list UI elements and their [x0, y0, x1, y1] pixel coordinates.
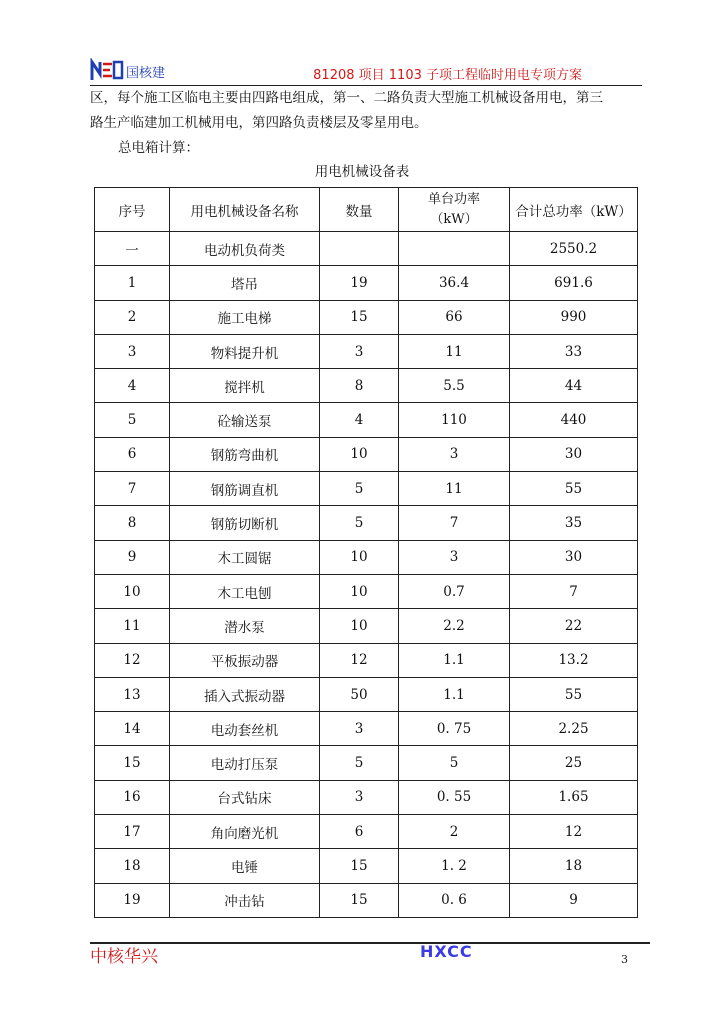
table-row [95, 815, 638, 849]
logo-mark-icon [90, 58, 124, 82]
footer-company-code: HXCC [420, 942, 473, 961]
cell-quantity: 15 [320, 883, 399, 917]
cell-total-power: 44 [510, 369, 638, 403]
cell-equipment-name: 搅拌机 [170, 369, 320, 403]
cell-index: 9 [95, 540, 170, 574]
table-row [95, 574, 638, 608]
section-label: 总电箱计算： [118, 140, 199, 156]
cell-index: 14 [95, 712, 170, 746]
cell-unit-power: 2 [399, 815, 510, 849]
cell-index: 11 [95, 609, 170, 643]
table-row [95, 334, 638, 368]
cell-equipment-name: 砼输送泵 [170, 403, 320, 437]
cell-index: 一 [95, 232, 170, 266]
cell-unit-power: 0. 6 [399, 883, 510, 917]
table-row [95, 472, 638, 506]
cell-index: 4 [95, 369, 170, 403]
cell-quantity [320, 232, 399, 266]
cell-total-power: 22 [510, 609, 638, 643]
cell-equipment-name: 电动机负荷类 [170, 232, 320, 266]
cell-unit-power: 36.4 [399, 266, 510, 300]
body-paragraph-2: 路生产临建加工机械用电，第四路负责楼层及零星用电。 [90, 115, 428, 131]
cell-index: 6 [95, 437, 170, 471]
table-body [95, 232, 638, 918]
cell-unit-power: 3 [399, 540, 510, 574]
cell-equipment-name: 插入式振动器 [170, 677, 320, 711]
cell-total-power: 440 [510, 403, 638, 437]
cell-equipment-name: 塔吊 [170, 266, 320, 300]
table-row [95, 232, 638, 266]
cell-unit-power: 0. 75 [399, 712, 510, 746]
cell-unit-power: 3 [399, 437, 510, 471]
col-header-unit-power [399, 188, 510, 232]
cell-unit-power: 11 [399, 472, 510, 506]
cell-total-power: 33 [510, 334, 638, 368]
cell-equipment-name: 施工电梯 [170, 300, 320, 334]
cell-quantity: 10 [320, 574, 399, 608]
table-row [95, 540, 638, 574]
cell-total-power: 55 [510, 677, 638, 711]
cell-total-power: 30 [510, 437, 638, 471]
cell-unit-power: 0. 55 [399, 780, 510, 814]
table-row [95, 369, 638, 403]
cell-unit-power: 110 [399, 403, 510, 437]
cell-equipment-name: 物料提升机 [170, 334, 320, 368]
cell-total-power: 12 [510, 815, 638, 849]
cell-equipment-name: 平板振动器 [170, 643, 320, 677]
cell-unit-power: 5.5 [399, 369, 510, 403]
cell-equipment-name: 电动套丝机 [170, 712, 320, 746]
cell-total-power: 1.65 [510, 780, 638, 814]
table-row [95, 677, 638, 711]
cell-index: 10 [95, 574, 170, 608]
table-row [95, 746, 638, 780]
col-header-index: 序号 [95, 188, 170, 232]
unit-power-unit: （kW） [430, 211, 478, 227]
footer-divider [90, 942, 650, 944]
cell-index: 18 [95, 849, 170, 883]
cell-index: 19 [95, 883, 170, 917]
cell-quantity: 3 [320, 712, 399, 746]
cell-quantity: 3 [320, 780, 399, 814]
unit-power-label: 单台功率 [427, 191, 480, 207]
cell-quantity: 10 [320, 540, 399, 574]
cell-quantity: 10 [320, 437, 399, 471]
document-title: 81208 项目 1103 子项工程临时用电专项方案 [313, 68, 582, 83]
cell-quantity: 10 [320, 609, 399, 643]
cell-unit-power: 7 [399, 506, 510, 540]
cell-quantity: 15 [320, 849, 399, 883]
cell-index: 1 [95, 266, 170, 300]
cell-unit-power: 5 [399, 746, 510, 780]
table-row [95, 712, 638, 746]
cell-equipment-name: 木工电刨 [170, 574, 320, 608]
cell-quantity: 19 [320, 266, 399, 300]
table-row [95, 403, 638, 437]
cell-quantity: 50 [320, 677, 399, 711]
cell-equipment-name: 钢筋调直机 [170, 472, 320, 506]
cell-quantity: 15 [320, 300, 399, 334]
cell-total-power: 13.2 [510, 643, 638, 677]
logo-text: 国核建 [126, 66, 166, 81]
cell-index: 8 [95, 506, 170, 540]
cell-equipment-name: 潜水泵 [170, 609, 320, 643]
cell-unit-power: 1.1 [399, 643, 510, 677]
cell-unit-power: 2.2 [399, 609, 510, 643]
cell-index: 17 [95, 815, 170, 849]
table-row [95, 849, 638, 883]
cell-equipment-name: 木工圆锯 [170, 540, 320, 574]
table-row [95, 300, 638, 334]
cell-total-power: 691.6 [510, 266, 638, 300]
equipment-table [94, 187, 638, 918]
cell-total-power: 55 [510, 472, 638, 506]
cell-index: 16 [95, 780, 170, 814]
cell-equipment-name: 钢筋弯曲机 [170, 437, 320, 471]
cell-total-power: 2.25 [510, 712, 638, 746]
cell-total-power: 7 [510, 574, 638, 608]
table-header-row [95, 188, 638, 232]
cell-unit-power: 1.1 [399, 677, 510, 711]
cell-equipment-name: 角向磨光机 [170, 815, 320, 849]
cell-quantity: 5 [320, 472, 399, 506]
cell-quantity: 3 [320, 334, 399, 368]
cell-quantity: 5 [320, 506, 399, 540]
table-row [95, 643, 638, 677]
company-logo [90, 58, 170, 82]
cell-total-power: 18 [510, 849, 638, 883]
cell-quantity: 5 [320, 746, 399, 780]
cell-total-power: 35 [510, 506, 638, 540]
table-caption: 用电机械设备表 [314, 164, 410, 180]
cell-index: 13 [95, 677, 170, 711]
cell-quantity: 8 [320, 369, 399, 403]
table-row [95, 609, 638, 643]
table-row [95, 437, 638, 471]
cell-total-power: 9 [510, 883, 638, 917]
cell-equipment-name: 电锤 [170, 849, 320, 883]
table-row [95, 780, 638, 814]
col-header-quantity: 数量 [320, 188, 399, 232]
cell-unit-power: 66 [399, 300, 510, 334]
cell-quantity: 6 [320, 815, 399, 849]
cell-quantity: 12 [320, 643, 399, 677]
cell-unit-power [399, 232, 510, 266]
body-paragraph-1: 区，每个施工区临电主要由四路电组成，第一、二路负责大型施工机械设备用电，第三 [90, 90, 603, 106]
col-header-name: 用电机械设备名称 [170, 188, 320, 232]
cell-index: 7 [95, 472, 170, 506]
col-header-total-power: 合计总功率（kW） [510, 188, 638, 232]
cell-unit-power: 0.7 [399, 574, 510, 608]
table-row [95, 883, 638, 917]
page-header [90, 56, 642, 86]
footer-company-name: 中核华兴 [90, 947, 158, 967]
cell-total-power: 2550.2 [510, 232, 638, 266]
cell-unit-power: 11 [399, 334, 510, 368]
cell-total-power: 30 [510, 540, 638, 574]
cell-index: 12 [95, 643, 170, 677]
cell-equipment-name: 钢筋切断机 [170, 506, 320, 540]
cell-index: 5 [95, 403, 170, 437]
table-row [95, 266, 638, 300]
cell-equipment-name: 冲击钻 [170, 883, 320, 917]
page-number: 3 [621, 953, 628, 966]
cell-unit-power: 1. 2 [399, 849, 510, 883]
cell-equipment-name: 台式钻床 [170, 780, 320, 814]
cell-index: 2 [95, 300, 170, 334]
cell-quantity: 4 [320, 403, 399, 437]
table-row [95, 506, 638, 540]
cell-total-power: 25 [510, 746, 638, 780]
cell-index: 3 [95, 334, 170, 368]
cell-index: 15 [95, 746, 170, 780]
cell-total-power: 990 [510, 300, 638, 334]
cell-equipment-name: 电动打压泵 [170, 746, 320, 780]
